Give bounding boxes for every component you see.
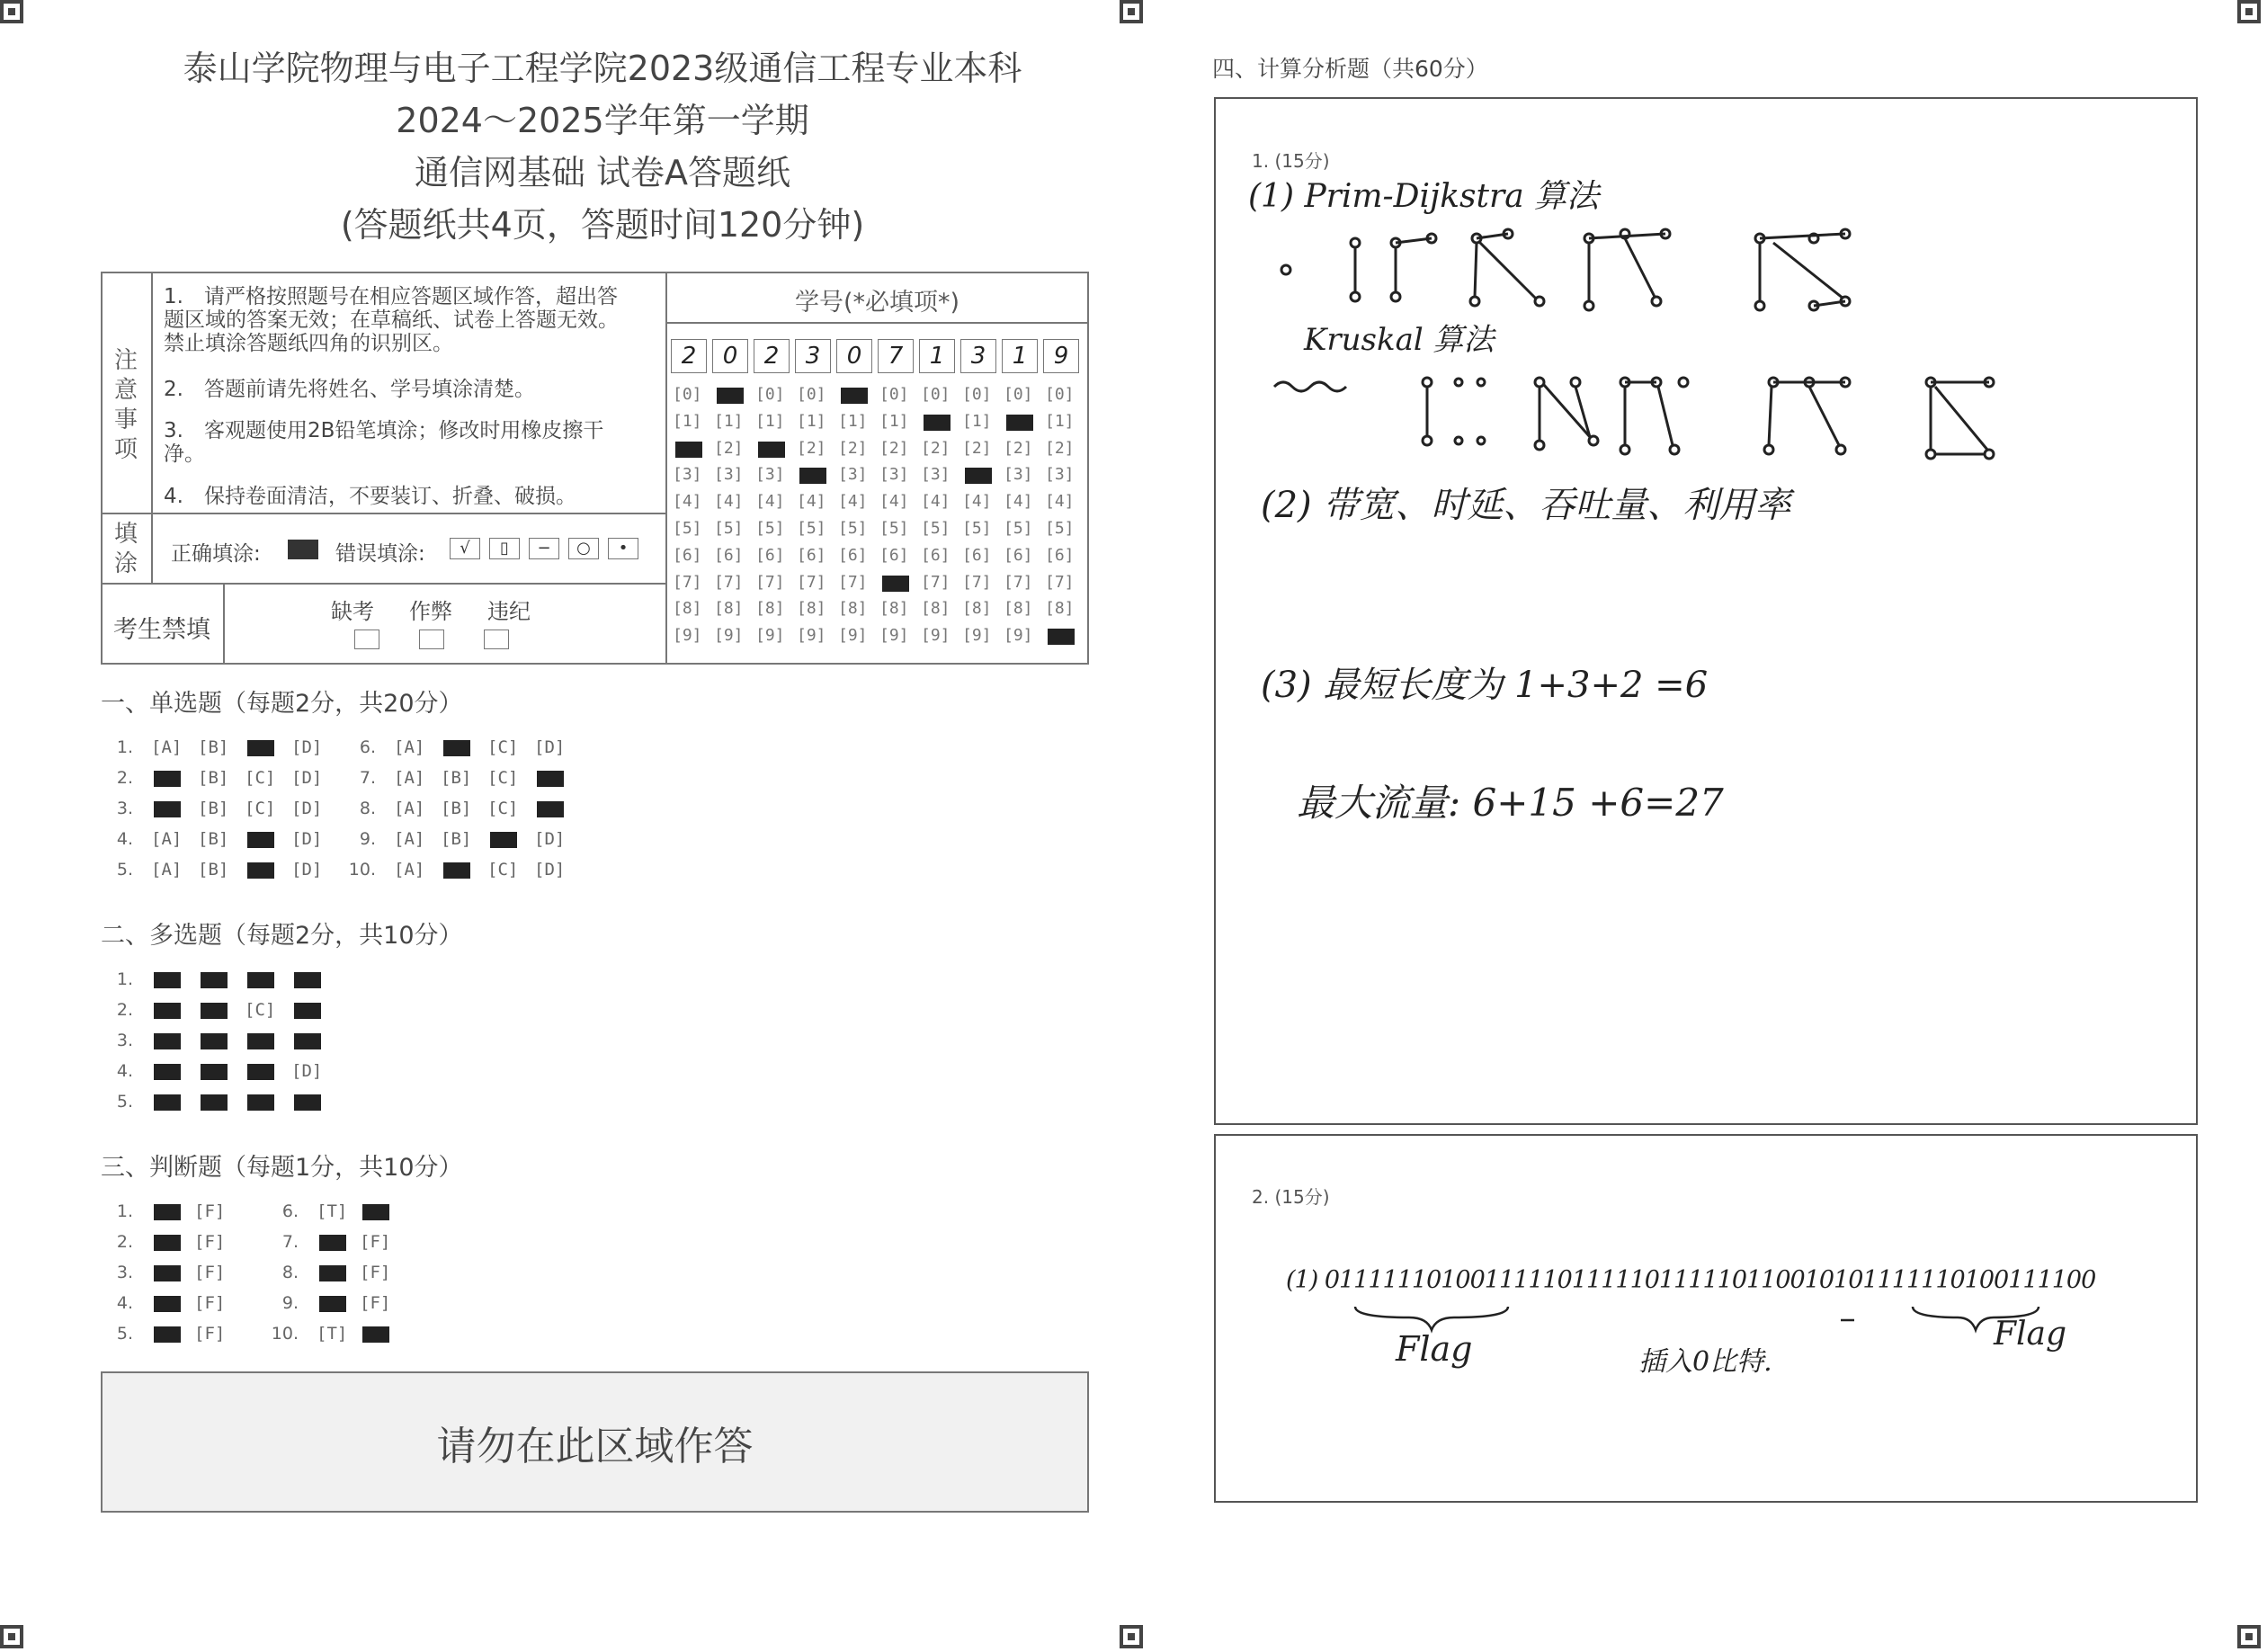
question-number: 1. [116,1201,133,1221]
answer-bubble[interactable]: [B] [198,829,229,849]
question-number: 10. [348,860,376,880]
q1-kruskal-text: Kruskal 算法 [1304,322,1495,358]
student-id-bubble[interactable]: [2] [838,438,868,458]
student-id-bubble[interactable]: [6] [921,545,951,565]
student-id-bubble[interactable]: [1] [714,411,744,431]
notice-item-3: 3. 客观题使用2B铅笔填涂；修改时用橡皮擦干净。 [164,419,604,466]
answer-bubble-filled[interactable] [154,1265,181,1281]
student-id-bubble[interactable]: [7] [962,572,992,592]
student-id-bubble[interactable]: [2] [921,438,951,458]
student-id-bubble[interactable]: [7] [838,572,868,592]
answer-bubble-filled[interactable] [201,1064,228,1080]
answer-bubble[interactable]: [F] [360,1263,391,1282]
student-id-bubble[interactable]: [8] [797,599,826,619]
answer-bubble[interactable]: [D] [291,1061,323,1081]
student-id-bubble[interactable]: [5] [838,519,868,538]
question-number: 3. [116,1031,133,1050]
answer-bubble-filled[interactable] [247,740,274,756]
student-id-bubble[interactable]: [2] [962,438,992,458]
student-id-bubble[interactable]: [9] [755,626,785,646]
divider [151,272,153,584]
question-number: 4. [116,1293,133,1313]
student-id-bubble[interactable]: [0] [879,385,909,404]
question-number: 10. [271,1324,299,1344]
notice-item-2: 2. 答题前请先将姓名、学号填涂清楚。 [164,378,535,401]
answer-bubble-filled[interactable] [319,1296,346,1312]
student-id-bubble[interactable]: [0] [962,385,992,404]
answer-bubble[interactable]: [C] [245,768,276,788]
answer-bubble[interactable]: [A] [151,829,183,849]
student-id-bubble[interactable]: [6] [838,545,868,565]
student-id-bubble[interactable]: [7] [797,572,826,592]
divider [101,583,665,585]
student-id-bubble-filled[interactable] [965,468,992,484]
wrong-fill-sample: • [608,538,638,559]
student-id-bubble[interactable]: [1] [797,411,826,431]
answer-bubble-filled[interactable] [443,740,470,756]
student-id-bubble[interactable]: [0] [921,385,951,404]
answer-bubble-filled[interactable] [201,1033,228,1049]
answer-bubble-filled[interactable] [201,972,228,988]
answer-bubble-filled[interactable] [154,1326,181,1343]
answer-bubble[interactable]: [F] [360,1293,391,1313]
question-number: 8. [359,799,376,818]
student-id-digit-box: 0 [836,339,872,373]
student-id-bubble[interactable]: [3] [755,465,785,485]
student-id-bubble[interactable]: [6] [1004,545,1033,565]
student-id-bubble[interactable]: [3] [1045,465,1075,485]
student-id-bubble[interactable]: [8] [1045,599,1075,619]
answer-bubble-filled[interactable] [490,832,517,848]
student-id-bubble[interactable]: [8] [755,599,785,619]
answer-bubble[interactable]: [F] [194,1324,226,1344]
student-id-bubble[interactable]: [6] [879,545,909,565]
answer-bubble-filled[interactable] [154,1296,181,1312]
corner-marker-icon [0,1625,23,1648]
student-id-digit-box: 1 [1002,339,1038,373]
answer-bubble[interactable]: [D] [534,829,566,849]
student-id-bubble[interactable]: [1] [838,411,868,431]
answer-bubble[interactable]: [B] [198,860,229,880]
answer-bubble-filled[interactable] [319,1265,346,1281]
student-id-digit-box: 3 [960,339,996,373]
student-id-bubble[interactable]: [3] [838,465,868,485]
student-id-bubble[interactable]: [4] [755,492,785,512]
student-id-bubble[interactable]: [7] [1045,572,1075,592]
student-id-bubble[interactable]: [9] [714,626,744,646]
answer-bubble[interactable]: [F] [194,1293,226,1313]
question-number: 1. [116,969,133,989]
answer-bubble[interactable]: [F] [360,1232,391,1252]
student-id-bubble[interactable]: [1] [1045,411,1075,431]
answer-bubble-filled[interactable] [154,1094,181,1111]
student-id-bubble[interactable]: [5] [962,519,992,538]
corner-marker-icon [0,0,23,23]
student-id-bubble[interactable]: [3] [879,465,909,485]
wrong-fill-sample: ▯ [489,538,520,559]
student-id-bubble[interactable]: [7] [714,572,744,592]
answer-bubble[interactable]: [C] [487,799,519,818]
question-number: 2. [116,1232,133,1252]
student-id-bubble[interactable]: [4] [879,492,909,512]
answer-bubble[interactable]: [F] [194,1263,226,1282]
correct-fill-label: 正确填涂: [171,542,261,566]
answer-bubble-filled[interactable] [154,771,181,787]
answer-bubble-filled[interactable] [201,1003,228,1019]
forbid-violation-checkbox[interactable] [484,630,509,649]
section3-title: 三、判断题（每题1分，共10分） [101,1154,463,1182]
student-id-bubble[interactable]: [1] [879,411,909,431]
question-number: 1. [116,737,133,757]
student-id-digit-box: 2 [754,339,790,373]
student-id-bubble[interactable]: [2] [714,438,744,458]
student-id-bubble-filled[interactable] [1006,415,1033,431]
question-number: 5. [116,860,133,880]
answer-bubble[interactable]: [T] [317,1324,348,1344]
answer-bubble[interactable]: [B] [441,799,472,818]
exam-title-line3: 通信网基础 试卷A答题纸 [414,153,791,192]
wrong-fill-sample: √ [450,538,480,559]
answer-bubble-filled[interactable] [154,801,181,817]
answer-bubble-filled[interactable] [537,771,564,787]
corner-marker-icon [1120,1625,1143,1648]
student-id-bubble[interactable]: [8] [714,599,744,619]
student-id-digit-box: 9 [1043,339,1079,373]
q2-label: 2. (15分) [1252,1186,1330,1208]
student-id-bubble[interactable]: [4] [838,492,868,512]
answer-bubble[interactable]: [B] [198,799,229,818]
question-number: 5. [116,1324,133,1344]
forbid-cheat-label: 作弊 [409,599,452,624]
answer-bubble-filled[interactable] [247,972,274,988]
q2-flag1: Flag [1396,1329,1473,1369]
student-id-bubble[interactable]: [4] [673,492,702,512]
student-id-digit-box: 1 [919,339,955,373]
student-id-bubble[interactable]: [5] [1004,519,1033,538]
student-id-bubble[interactable]: [2] [879,438,909,458]
exam-title-line2: 2024～2025学年第一学期 [396,101,809,140]
answer-bubble[interactable]: [F] [194,1201,226,1221]
wrong-fill-sample: − [529,538,559,559]
student-id-bubble[interactable]: [9] [1004,626,1033,646]
q2-bitstream: (1) 01111110100111110111110111110110010101111110100111100 [1286,1266,2096,1294]
answer-bubble[interactable]: [T] [317,1201,348,1221]
wrong-fill-sample: ○ [568,538,599,559]
answer-bubble-filled[interactable] [154,1235,181,1251]
answer-bubble-filled[interactable] [247,1064,274,1080]
student-id-bubble[interactable]: [8] [673,599,702,619]
answer-bubble-filled[interactable] [294,972,321,988]
answer-bubble-filled[interactable] [154,972,181,988]
student-id-bubble[interactable]: [0] [755,385,785,404]
question-number: 3. [116,1263,133,1282]
divider [101,513,665,514]
student-id-bubble[interactable]: [3] [673,465,702,485]
answer-bubble[interactable]: [A] [151,860,183,880]
answer-bubble-filled[interactable] [247,1033,274,1049]
q1-label: 1. (15分) [1252,150,1330,172]
answer-bubble[interactable]: [B] [441,768,472,788]
answer-bubble-filled[interactable] [362,1326,389,1343]
student-id-bubble[interactable]: [1] [673,411,702,431]
q1-part3-maxflow: 最大流量: 6+15 +6=27 [1297,781,1724,825]
student-id-bubble[interactable]: [4] [714,492,744,512]
question-number: 4. [116,829,133,849]
corner-marker-icon [2237,0,2261,23]
answer-bubble-filled[interactable] [362,1204,389,1220]
student-id-bubble[interactable]: [7] [673,572,702,592]
student-id-bubble[interactable]: [3] [714,465,744,485]
answer-bubble[interactable]: [C] [487,860,519,880]
answer-bubble-filled[interactable] [294,1003,321,1019]
question-number: 9. [359,829,376,849]
q1-part2-text: (2) 带宽、时延、吞吐量、利用率 [1261,485,1791,526]
question-number: 6. [281,1201,299,1221]
student-id-bubble[interactable]: [3] [1004,465,1033,485]
forbid-absent-checkbox[interactable] [354,630,379,649]
student-id-bubble[interactable]: [9] [797,626,826,646]
student-id-bubble[interactable]: [8] [1004,599,1033,619]
answer-bubble-filled[interactable] [154,1033,181,1049]
student-id-bubble[interactable]: [8] [962,599,992,619]
student-id-bubble-filled[interactable] [717,388,744,404]
student-id-bubble[interactable]: [9] [962,626,992,646]
q1-prim-text: (1) Prim-Dijkstra 算法 [1248,178,1600,215]
answer-bubble[interactable]: [A] [151,737,183,757]
answer-bubble[interactable]: [D] [534,860,566,880]
student-id-bubble-filled[interactable] [758,442,785,458]
answer-bubble[interactable]: [D] [534,737,566,757]
answer-panel-q2[interactable] [1214,1134,2198,1503]
question-number: 5. [116,1092,133,1112]
answer-bubble-filled[interactable] [154,1064,181,1080]
student-id-bubble-filled[interactable] [799,468,826,484]
answer-bubble[interactable]: [C] [487,768,519,788]
answer-bubble-filled[interactable] [537,801,564,817]
student-id-digit-box: 3 [795,339,831,373]
answer-bubble[interactable]: [D] [291,860,323,880]
student-id-bubble[interactable]: [0] [673,385,702,404]
answer-bubble-filled[interactable] [443,862,470,879]
student-id-bubble[interactable]: [0] [1004,385,1033,404]
student-id-digit-box: 0 [712,339,748,373]
student-id-bubble[interactable]: [2] [1045,438,1075,458]
answer-bubble[interactable]: [C] [245,799,276,818]
student-id-bubble[interactable]: [5] [755,519,785,538]
student-id-bubble[interactable]: [6] [1045,545,1075,565]
student-id-bubble[interactable]: [5] [1045,519,1075,538]
kruskal-graph-sketch [1270,360,2169,486]
student-id-bubble[interactable]: [6] [962,545,992,565]
answer-bubble-filled[interactable] [247,862,274,879]
student-id-label: 学号(*必填项*) [794,289,960,317]
answer-bubble[interactable]: [C] [245,1000,276,1020]
section1-title: 一、单选题（每题2分，共20分） [101,690,463,718]
question-number: 2. [116,768,133,788]
notice-item-4: 4. 保持卷面清洁，不要装订、折叠、破损。 [164,485,576,508]
student-id-bubble-filled[interactable] [882,576,909,592]
student-id-bubble[interactable]: [5] [879,519,909,538]
divider [223,583,225,665]
student-id-bubble[interactable]: [9] [673,626,702,646]
question-number: 9. [281,1293,299,1313]
student-id-digit-box: 2 [671,339,707,373]
student-id-bubble-filled[interactable] [675,442,702,458]
student-id-bubble[interactable]: [4] [921,492,951,512]
notice-title: 注 意 事 项 [113,347,138,463]
answer-bubble[interactable]: [F] [194,1232,226,1252]
student-id-bubble[interactable]: [1] [962,411,992,431]
answer-bubble[interactable]: [A] [394,737,425,757]
answer-bubble[interactable]: [C] [487,737,519,757]
question-number: 6. [359,737,376,757]
student-id-bubble[interactable]: [6] [673,545,702,565]
question-number: 7. [281,1232,299,1252]
student-id-bubble[interactable]: [5] [921,519,951,538]
question-number: 3. [116,799,133,818]
student-id-bubble[interactable]: [0] [1045,385,1075,404]
fill-title: 填 涂 [113,521,138,577]
question-number: 8. [281,1263,299,1282]
student-id-bubble[interactable]: [5] [714,519,744,538]
student-id-bubble[interactable]: [5] [797,519,826,538]
student-id-bubble[interactable]: [9] [921,626,951,646]
answer-bubble-filled[interactable] [154,1003,181,1019]
student-id-bubble[interactable]: [7] [755,572,785,592]
student-id-bubble[interactable]: [8] [879,599,909,619]
student-id-bubble[interactable]: [6] [755,545,785,565]
section2-title: 二、多选题（每题2分，共10分） [101,922,463,950]
wrong-fill-label: 错误填涂: [335,542,425,566]
q2-inserted-note: 插入0比特. [1638,1346,1772,1378]
question-number: 4. [116,1061,133,1081]
forbid-violation-label: 违纪 [487,599,531,624]
q2-flag2: Flag [1994,1316,2066,1353]
question-number: 7. [359,768,376,788]
forbid-absent-label: 缺考 [331,599,374,624]
question-number: 2. [116,1000,133,1020]
answer-bubble[interactable]: [B] [441,829,472,849]
answer-bubble-filled[interactable] [319,1235,346,1251]
student-id-bubble[interactable]: [7] [1004,572,1033,592]
answer-bubble[interactable]: [A] [394,829,425,849]
student-id-bubble[interactable]: [7] [921,572,951,592]
student-id-bubble[interactable]: [8] [921,599,951,619]
student-id-bubble[interactable]: [4] [1004,492,1033,512]
student-id-bubble[interactable]: [3] [921,465,951,485]
answer-bubble[interactable]: [A] [394,799,425,818]
student-id-bubble-filled[interactable] [924,415,951,431]
student-id-bubble[interactable]: [9] [838,626,868,646]
student-id-bubble[interactable]: [5] [673,519,702,538]
divider [665,272,667,665]
answer-bubble-filled[interactable] [154,1204,181,1220]
student-id-bubble[interactable]: [2] [1004,438,1033,458]
answer-bubble-filled[interactable] [294,1033,321,1049]
divider [665,322,1089,324]
student-id-bubble[interactable]: [2] [797,438,826,458]
answer-panel-q1[interactable] [1214,97,2198,1125]
student-id-digit-box: 7 [878,339,914,373]
answer-bubble-filled[interactable] [247,1094,274,1111]
student-id-bubble[interactable]: [6] [797,545,826,565]
answer-bubble[interactable]: [D] [291,768,323,788]
forbid-cheat-checkbox[interactable] [419,630,444,649]
notice-item-1: 1. 请严格按照题号在相应答题区域作答，超出答题区域的答案无效；在草稿纸、试卷上答题无效。禁止填涂答题纸四角的识别区。 [164,285,619,355]
exam-title-line4: (答题纸共4页，答题时间120分钟) [340,205,865,245]
answer-bubble-filled[interactable] [201,1094,228,1111]
answer-bubble[interactable]: [A] [394,860,425,880]
exam-title-line1: 泰山学院物理与电子工程学院2023级通信工程专业本科 [183,49,1022,88]
corner-marker-icon [1120,0,1143,23]
section4-title: 四、计算分析题（共60分） [1212,56,1488,82]
student-id-bubble[interactable]: [4] [962,492,992,512]
student-id-bubble[interactable]: [1] [755,411,785,431]
no-answer-zone: 请勿在此区域作答 [101,1371,1089,1513]
student-id-bubble-filled[interactable] [841,388,868,404]
student-id-bubble[interactable]: [9] [879,626,909,646]
answer-bubble-filled[interactable] [294,1094,321,1111]
student-id-bubble[interactable]: [4] [1045,492,1075,512]
answer-bubble[interactable]: [D] [291,829,323,849]
corner-marker-icon [2237,1625,2261,1648]
answer-bubble[interactable]: [B] [198,768,229,788]
answer-bubble-filled[interactable] [247,832,274,848]
student-id-bubble[interactable]: [8] [838,599,868,619]
answer-bubble[interactable]: [D] [291,799,323,818]
student-id-bubble-filled[interactable] [1048,629,1075,645]
student-id-bubble[interactable]: [6] [714,545,744,565]
correct-fill-sample [288,540,318,559]
q1-part3-shortest: (3) 最短长度为 1+3+2 =6 [1261,665,1709,706]
student-id-bubble[interactable]: [4] [797,492,826,512]
forbid-title: 考生禁填 [113,616,210,644]
answer-bubble[interactable]: [A] [394,768,425,788]
answer-bubble[interactable]: [D] [291,737,323,757]
answer-bubble[interactable]: [B] [198,737,229,757]
student-id-bubble[interactable]: [0] [797,385,826,404]
